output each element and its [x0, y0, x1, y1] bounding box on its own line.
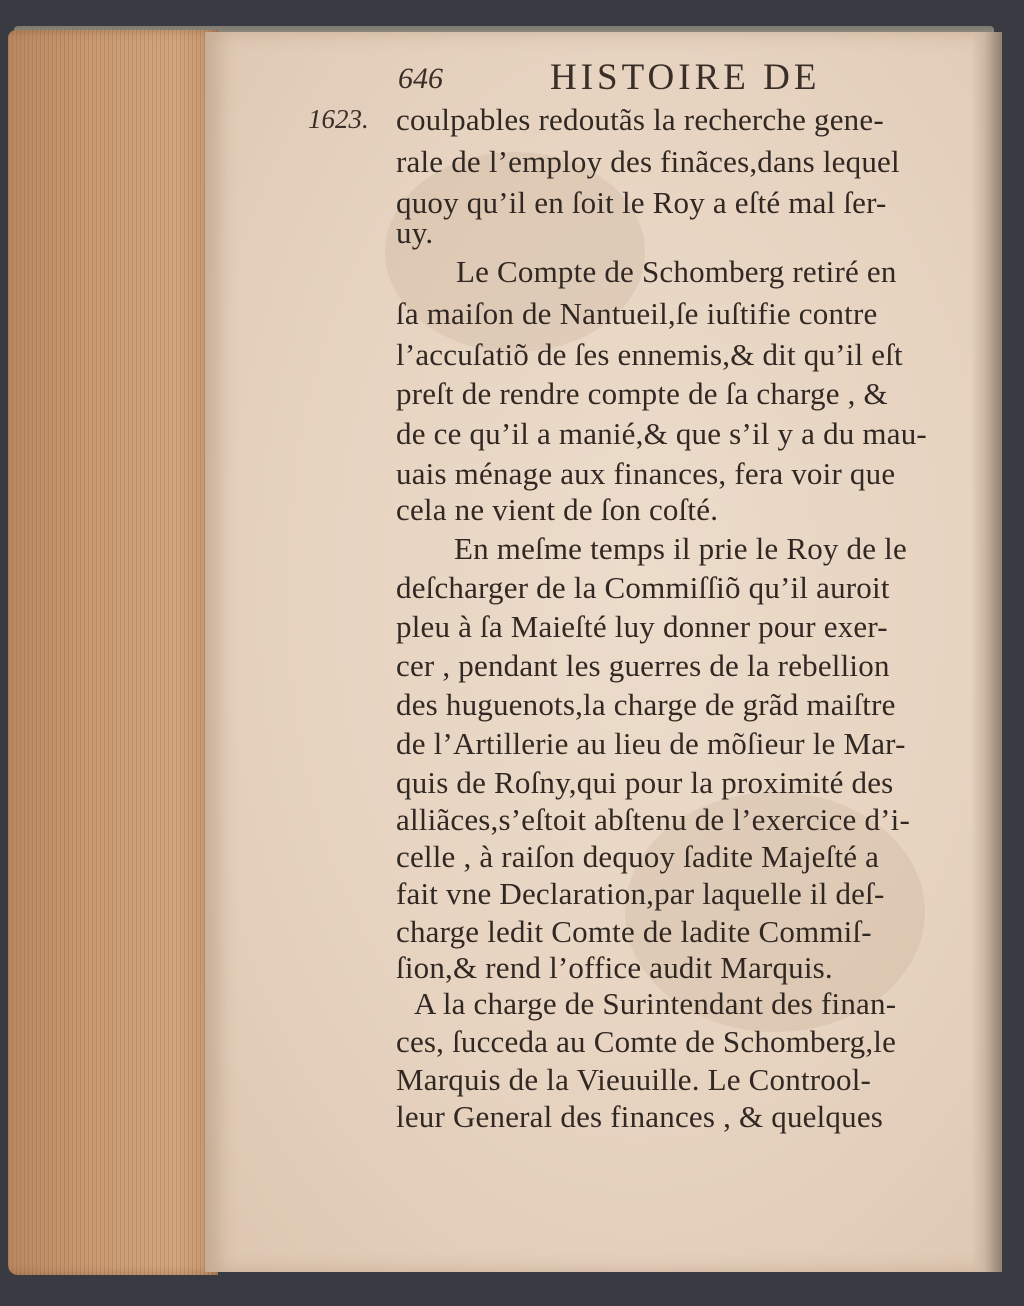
- text-line: des huguenots,la charge de grãd maiſtre: [396, 687, 896, 722]
- margin-year-note: 1623.: [308, 104, 369, 134]
- text-line: preſt de rendre compte de ſa charge , &: [396, 376, 888, 411]
- text-line: rale de l’employ des finãces,dans lequel: [396, 144, 900, 179]
- text-line: charge ledit Comte de ladite Commiſ-: [396, 914, 872, 949]
- text-line: quoy qu’il en ſoit le Roy a eſté mal ſer-: [396, 185, 887, 220]
- text-line: pleu à ſa Maieſté luy donner pour exer-: [396, 609, 888, 644]
- text-line: quis de Roſny,qui pour la proximité des: [396, 765, 894, 800]
- page-number: 646: [398, 62, 443, 95]
- text-line: l’accuſatiõ de ſes ennemis,& dit qu’il eſt: [396, 337, 903, 372]
- text-line: cer , pendant les guerres de la rebellion: [396, 648, 890, 683]
- paragraph-first-line: A la charge de Surintendant des finan-: [414, 986, 897, 1021]
- text-line: celle , à raiſon dequoy ſadite Majeſté a: [396, 839, 880, 874]
- text-line: uais ménage aux finances, fera voir que: [396, 456, 896, 491]
- running-title: HISTOIRE DE: [550, 57, 821, 98]
- text-line: leur General des finances , & quelques: [396, 1099, 884, 1134]
- text-line: coulpables redoutãs la recherche gene-: [396, 102, 884, 137]
- text-line: alliãces,s’eſtoit abſtenu de l’exercice d’i-: [396, 802, 911, 837]
- text-line: fait vne Declaration,par laquelle il deſ-: [396, 876, 885, 911]
- text-line: de l’Artillerie au lieu de mõſieur le Mar-: [396, 726, 906, 761]
- text-line: Marquis de la Vieuuille. Le Controol-: [396, 1062, 872, 1097]
- paragraph-first-line: En meſme temps il prie le Roy de le: [454, 531, 907, 566]
- text-line: ſa maiſon de Nantueil,ſe iuſtifie contre: [396, 296, 878, 331]
- text-line: cela ne vient de ſon coſté.: [396, 492, 719, 527]
- text-line: ſion,& rend l’office audit Marquis.: [396, 950, 833, 985]
- text-line: deſcharger de la Commiſſiõ qu’il auroit: [396, 570, 890, 605]
- text-line: uy.: [396, 215, 434, 250]
- paragraph-first-line: Le Compte de Schomberg retiré en: [456, 254, 897, 289]
- text-line: de ce qu’il a manié,& que s’il y a du mau-: [396, 416, 927, 451]
- running-head: [398, 56, 898, 100]
- text-line: ces, ſucceda au Comte de Schomberg,le: [396, 1024, 897, 1059]
